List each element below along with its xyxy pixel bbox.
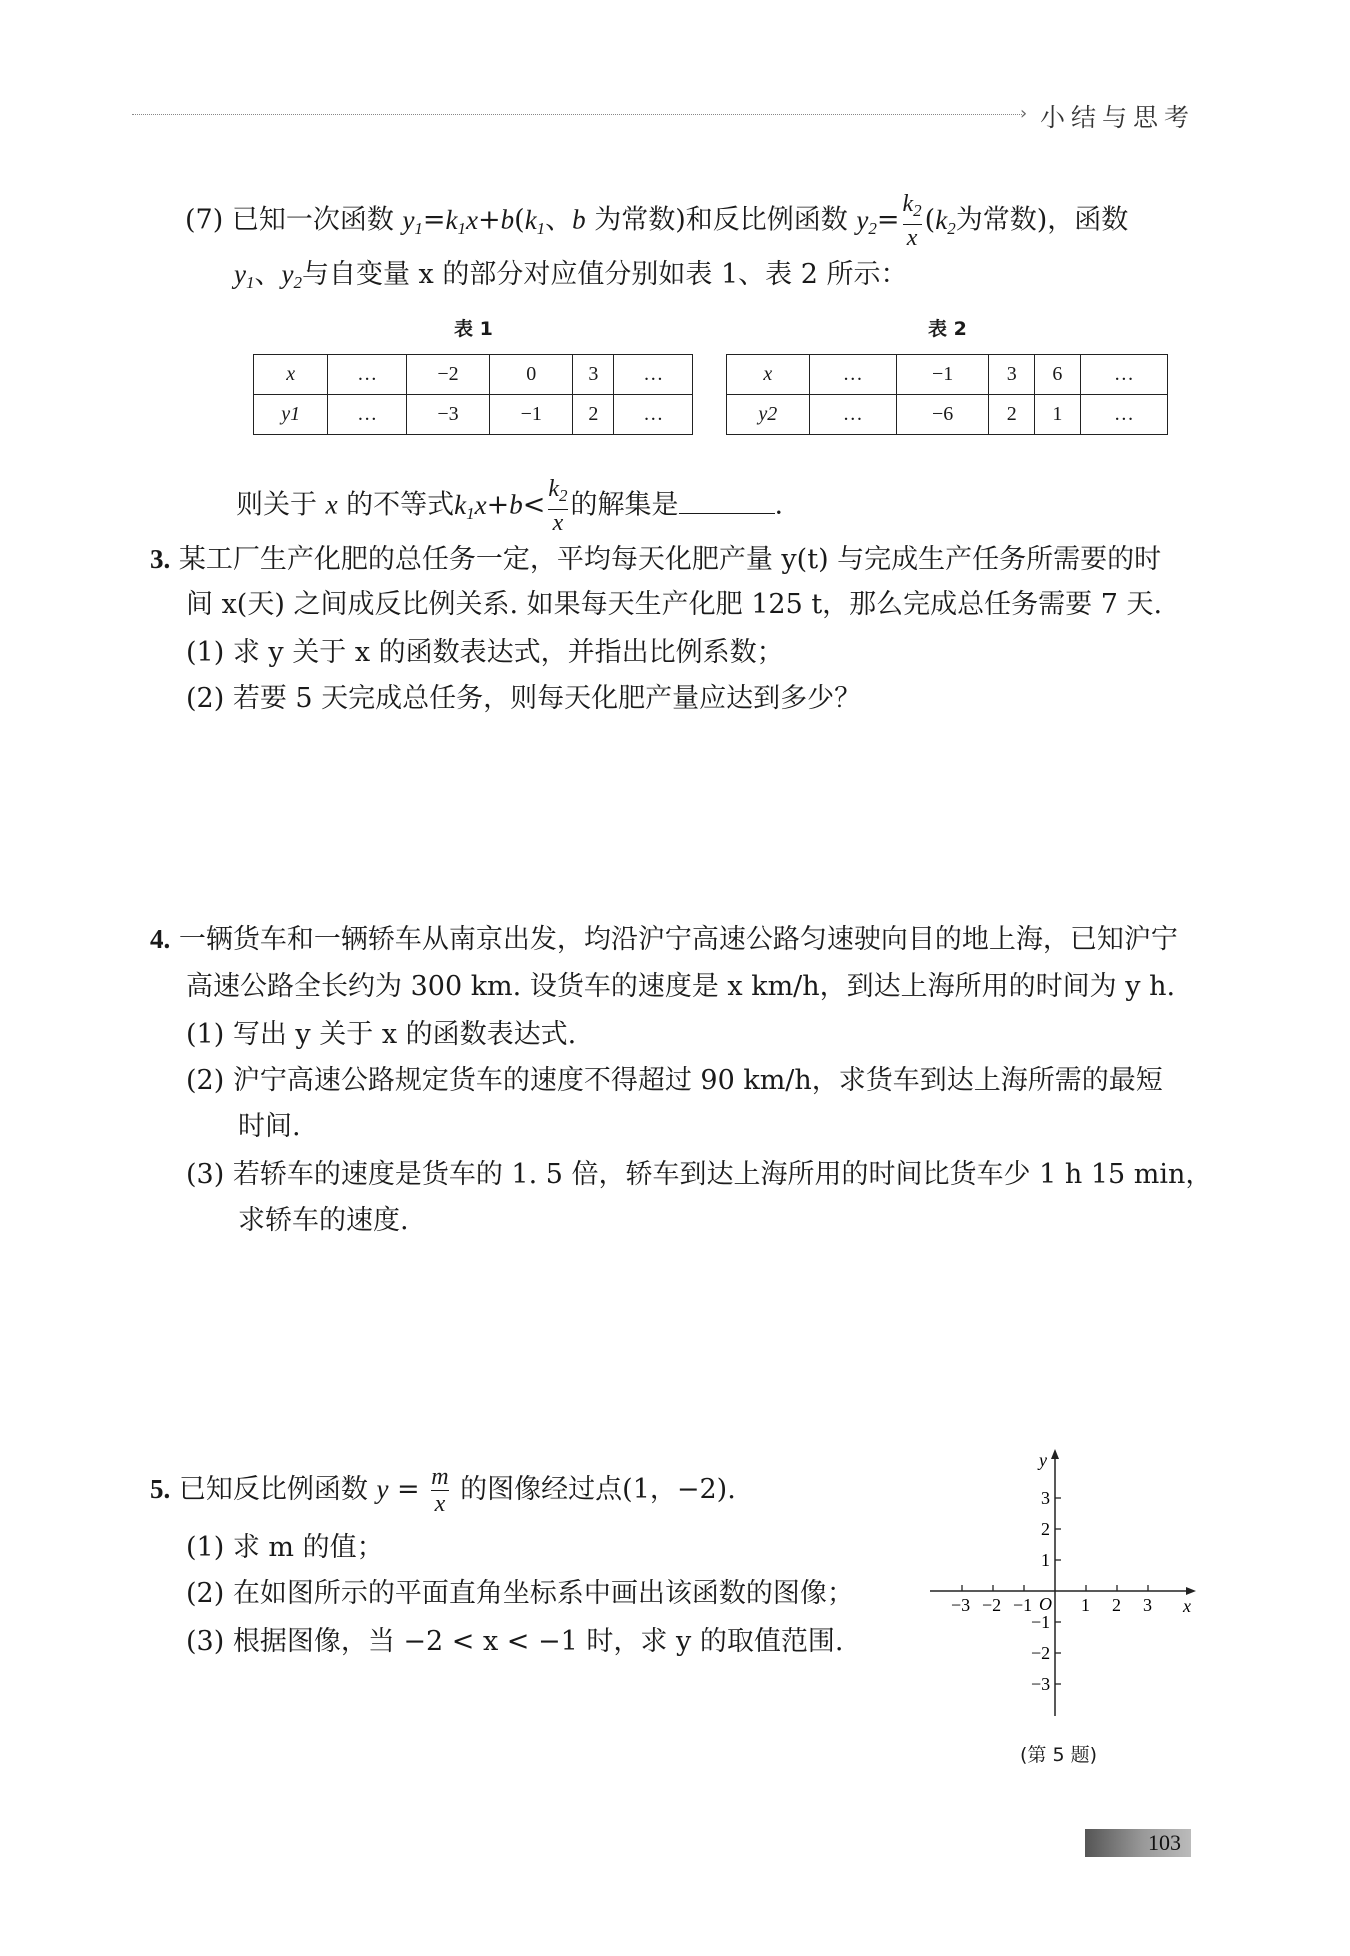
table-row [254, 355, 693, 395]
q5-number: 5. [150, 1474, 171, 1504]
table-row [727, 395, 1168, 435]
table-cell: 2 [989, 395, 1035, 435]
x-tick-label: 1 [1081, 1595, 1090, 1615]
y-tick-label: 3 [1041, 1488, 1050, 1508]
table-row [254, 395, 693, 435]
table-row [727, 355, 1168, 395]
answer-blank [679, 489, 775, 514]
x-tick-label: −1 [1013, 1595, 1033, 1615]
table-cell: … [614, 355, 693, 395]
y-tick-label: 2 [1041, 1519, 1050, 1539]
table-cell: … [809, 355, 896, 395]
section-title: 小结与思考 [1040, 103, 1196, 132]
q3-part2: (2) 若要 5 天完成总任务，则每天化肥产量应达到多少？ [186, 683, 862, 714]
q2-7-line1: (7) 已知一次函数 $y_1=k_1x+b(k_1$、b 为常数)和反比例函数 $y_2=$ $\frac{k_2}{x}$ ($k_2$为常数)，函数 [185, 191, 1129, 251]
x-axis-label: x [1183, 1596, 1191, 1616]
q4-line2: 高速公路全长约为 300 km. 设货车的速度是 x km/h，到达上海所用的时间为 y h. [186, 971, 1176, 1002]
table-cell: x [254, 355, 328, 395]
table2 [726, 354, 1168, 435]
q4-part2b: 时间. [238, 1111, 301, 1142]
origin-label: O [1039, 1594, 1052, 1614]
y-axis-label: y [1039, 1450, 1047, 1470]
q5-part3: (3) 根据图像，当 −2 < x < −1 时，求 y 的取值范围. [186, 1626, 844, 1657]
table-cell: −2 [406, 355, 489, 395]
q4-part1: (1) 写出 y 关于 x 的函数表达式. [186, 1019, 577, 1050]
q4-part3b: 求轿车的速度. [238, 1205, 409, 1236]
page-number: 103 [1148, 1830, 1181, 1855]
table-cell: 2 [573, 395, 614, 435]
q2-7-line2: $y_1$、$y_2$与自变量 x 的部分对应值分别如表 1、表 2 所示： [234, 259, 908, 292]
q5-line1: 5. 已知反比例函数 y = $\frac{m}{x}$ 的图像经过点(1，−2). [150, 1464, 736, 1517]
q3-number: 3. [150, 544, 171, 574]
table-cell: 3 [989, 355, 1035, 395]
y-tick-label: −1 [1031, 1612, 1051, 1632]
header-dotted-rule [132, 114, 1022, 115]
table-cell: … [1080, 395, 1167, 435]
q4-number: 4. [150, 924, 171, 954]
q3-part1: (1) 求 y 关于 x 的函数表达式，并指出比例系数； [186, 637, 784, 668]
y-tick-label: 1 [1041, 1550, 1050, 1570]
coordinate-plane [918, 1440, 1198, 1720]
m-over-x-fraction: $\frac{m}{x}$ [431, 1464, 449, 1517]
table-cell: 0 [490, 355, 573, 395]
q5-part1: (1) 求 m 的值； [186, 1532, 384, 1563]
x-tick-label: −3 [951, 1595, 971, 1615]
table-cell: −1 [896, 355, 989, 395]
table-cell: 3 [573, 355, 614, 395]
header-arrow-icon: › [1020, 103, 1028, 124]
table-cell: … [809, 395, 896, 435]
table-cell: −3 [406, 395, 489, 435]
table-cell: … [1080, 355, 1167, 395]
y-tick-label: −3 [1031, 1674, 1051, 1694]
table-cell: x [727, 355, 810, 395]
q4-part3a: (3) 若轿车的速度是货车的 1. 5 倍，轿车到达上海所用的时间比货车少 1 h 15 min， [186, 1159, 1213, 1190]
k2-over-x-fraction: $\frac{k_2}{x}$ [548, 476, 568, 536]
figure-caption: (第 5 题) [1020, 1744, 1097, 1766]
table-cell: −6 [896, 395, 989, 435]
table-cell: … [328, 395, 406, 435]
table-cell: y1 [254, 395, 328, 435]
q4-line1: 4. 一辆货车和一辆轿车从南京出发，均沿沪宁高速公路匀速驶向目的地上海，已知沪宁 [150, 924, 1178, 955]
table1-caption: 表 1 [454, 318, 493, 340]
table-cell: y2 [727, 395, 810, 435]
x-axis-arrow-icon [1186, 1587, 1196, 1595]
k2-over-x-fraction: $\frac{k_2}{x}$ [902, 191, 922, 251]
table-cell: −1 [490, 395, 573, 435]
x-tick-label: 2 [1112, 1595, 1121, 1615]
table-cell: … [614, 395, 693, 435]
y-axis-arrow-icon [1051, 1449, 1059, 1459]
q5-part2: (2) 在如图所示的平面直角坐标系中画出该函数的图像； [186, 1578, 854, 1609]
x-tick-label: −2 [982, 1595, 1002, 1615]
table-cell: 6 [1035, 355, 1081, 395]
table-cell: … [328, 355, 406, 395]
q4-part2a: (2) 沪宁高速公路规定货车的速度不得超过 90 km/h，求货车到达上海所需的最短 [186, 1065, 1163, 1096]
q2-7-question: 则关于 x 的不等式$k_1x+b<$ $\frac{k_2}{x}$ 的解集是 . [236, 476, 784, 536]
y-tick-label: −2 [1031, 1643, 1051, 1663]
table2-caption: 表 2 [928, 318, 967, 340]
table-cell: 1 [1035, 395, 1081, 435]
q3-line2: 间 x(天) 之间成反比例关系. 如果每天生产化肥 125 t，那么完成总任务需要 7 天. [186, 589, 1163, 620]
table1 [253, 354, 693, 435]
x-tick-label: 3 [1143, 1595, 1152, 1615]
q3-line1: 3. 某工厂生产化肥的总任务一定，平均每天化肥产量 y(t) 与完成生产任务所需要的时 [150, 544, 1162, 575]
